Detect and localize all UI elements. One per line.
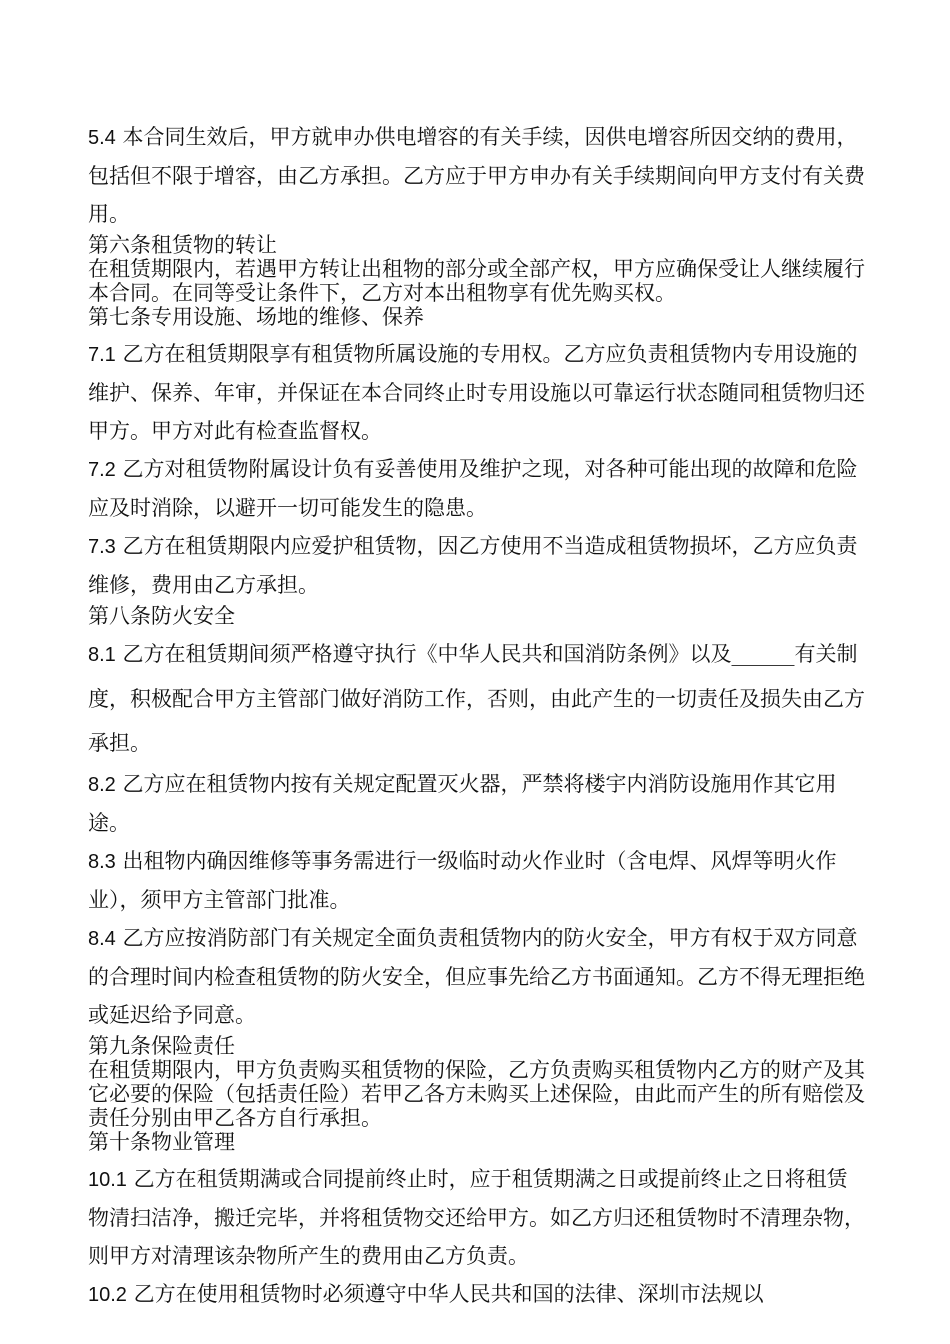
clause-number: 8.4 [88, 928, 116, 950]
clause-text: 乙方在租赁期满或合同提前终止时，应于租赁期满之日或提前终止之日将租赁物清扫洁净，搬迁完毕，并将租赁物交还给甲方。如乙方归还租赁物时不清理杂物，则甲方对清理该杂物所产生的费用由乙方负责。 [88, 1167, 865, 1268]
clause-5-4 [88, 118, 868, 233]
clause-text: 乙方应在租赁物内按有关规定配置灭火器，严禁将楼宇内消防设施用作其它用途。 [88, 772, 837, 835]
clause-8-2 [88, 765, 868, 842]
clause-8-4 [88, 919, 868, 1034]
clause-text: 出租物内确因维修等事务需进行一级临时动火作业时（含电焊、风焊等明火作业），须甲方主管部门批准。 [88, 849, 837, 912]
clause-text: 乙方在使用租赁物时必须遵守中华人民共和国的法律、深圳市法规以 [133, 1282, 764, 1306]
article-6-heading: 第六条租赁物的转让 [88, 233, 277, 257]
clause-number: 7.3 [88, 536, 116, 558]
clause-text: 乙方对租赁物附属设计负有妥善使用及维护之现，对各种可能出现的故障和危险应及时消除，以避开一切可能发生的隐患。 [88, 457, 858, 520]
article-7-heading: 第七条专用设施、场地的维修、保养 [88, 305, 424, 329]
document-body [88, 118, 868, 1314]
clause-number: 10.1 [88, 1169, 127, 1191]
clause-number: 8.1 [88, 644, 116, 666]
article-9-body: 在租赁期限内，甲方负责购买租赁物的保险，乙方负责购买租赁物内乙方的财产及其它必要的保险（包括责任险）若甲乙各方未购买上述保险，由此而产生的所有赔偿及责任分别由甲乙各方自行承担。 [88, 1058, 865, 1130]
clause-number: 7.1 [88, 344, 116, 366]
article-6-body: 在租赁期限内，若遇甲方转让出租物的部分或全部产权，甲方应确保受让人继续履行本合同。在同等受让条件下，乙方对本出租物享有优先购买权。 [88, 257, 865, 305]
article-10-heading: 第十条物业管理 [88, 1130, 235, 1154]
clause-text: 乙方应按消防部门有关规定全面负责租赁物内的防火安全，甲方有权于双方同意的合理时间内检查租赁物的防火安全，但应事先给乙方书面通知。乙方不得无理拒绝或延迟给予同意。 [88, 926, 865, 1027]
clause-number: 7.2 [88, 459, 116, 481]
clause-number: 5.4 [88, 127, 116, 149]
clause-10-2 [88, 1275, 868, 1314]
clause-7-1 [88, 335, 868, 450]
clause-number: 8.3 [88, 851, 116, 873]
clause-text: 乙方在租赁期限内应爱护租赁物，因乙方使用不当造成租赁物损坏，乙方应负责维修，费用由乙方承担。 [88, 534, 858, 597]
clause-10-1 [88, 1160, 868, 1275]
clause-7-3 [88, 527, 868, 604]
article-8-heading: 第八条防火安全 [88, 604, 235, 628]
article-9-heading: 第九条保险责任 [88, 1034, 235, 1058]
clause-7-2 [88, 450, 868, 527]
clause-number: 10.2 [88, 1284, 127, 1306]
clause-number: 8.2 [88, 774, 116, 796]
clause-text: 乙方在租赁期限享有租赁物所属设施的专用权。乙方应负责租赁物内专用设施的维护、保养、年审，并保证在本合同终止时专用设施以可靠运行状态随同租赁物归还甲方。甲方对此有检查监督权。 [88, 342, 865, 443]
clause-8-3 [88, 842, 868, 919]
clause-text: 乙方在租赁期间须严格遵守执行《中华人民共和国消防条例》以及______有关制度，积极配合甲方主管部门做好消防工作，否则，由此产生的一切责任及损失由乙方承担。 [88, 642, 865, 755]
clause-text: 本合同生效后，甲方就申办供电增容的有关手续，因供电增容所因交纳的费用，包括但不限于增容，由乙方承担。乙方应于甲方申办有关手续期间向甲方支付有关费用。 [88, 125, 865, 226]
clause-8-1 [88, 632, 868, 765]
